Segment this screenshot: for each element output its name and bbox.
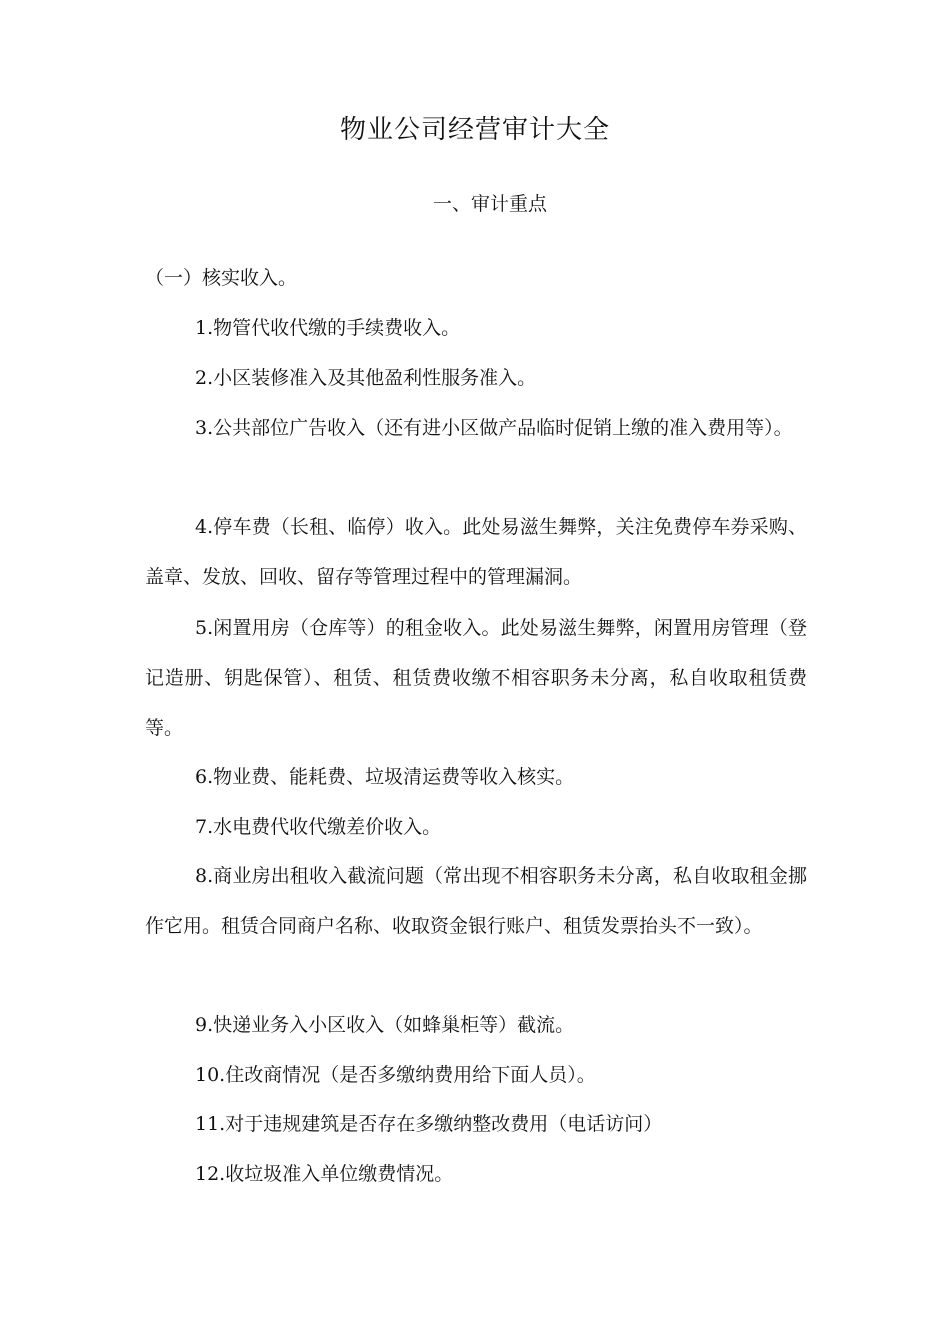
list-item: 3.公共部位广告收入（还有进小区做产品临时促销上缴的准入费用等）。 [195, 417, 793, 439]
list-item: 7.水电费代收代缴差价收入。 [195, 816, 442, 838]
section-heading: 一、审计重点 [432, 193, 547, 215]
document-title: 物业公司经营审计大全 [339, 115, 610, 145]
list-item: 9.快递业务入小区收入（如蜂巢柜等）截流。 [195, 1014, 575, 1036]
list-item: 11.对于违规建筑是否存在多缴纳整改费用（电话访问） [195, 1113, 663, 1135]
list-item: 10.住改商情况（是否多缴纳费用给下面人员）。 [195, 1064, 596, 1086]
list-item: 1.物管代收代缴的手续费收入。 [195, 317, 461, 339]
subsection-heading: （一）核实收入。 [145, 267, 298, 289]
list-item: 5.闲置用房（仓库等）的租金收入。此处易滋生舞弊，闲置用房管理（登记造册、钥匙保管）、租赁、租赁费收缴不相容职务未分离，私自收取租赁费等。 [145, 617, 807, 739]
list-item: 6.物业费、能耗费、垃圾清运费等收入核实。 [195, 766, 575, 788]
list-item: 2.小区装修准入及其他盈利性服务准入。 [195, 367, 537, 389]
list-item: 8.商业房出租收入截流问题（常出现不相容职务未分离，私自收取租金挪作它用。租赁合同商户名称、收取资金银行账户、租赁发票抬头不一致）。 [145, 865, 807, 937]
list-item: 4.停车费（长租、临停）收入。此处易滋生舞弊，关注免费停车券采购、盖章、发放、回收、留存等管理过程中的管理漏洞。 [145, 516, 807, 588]
list-item: 12.收垃圾准入单位缴费情况。 [195, 1163, 454, 1185]
